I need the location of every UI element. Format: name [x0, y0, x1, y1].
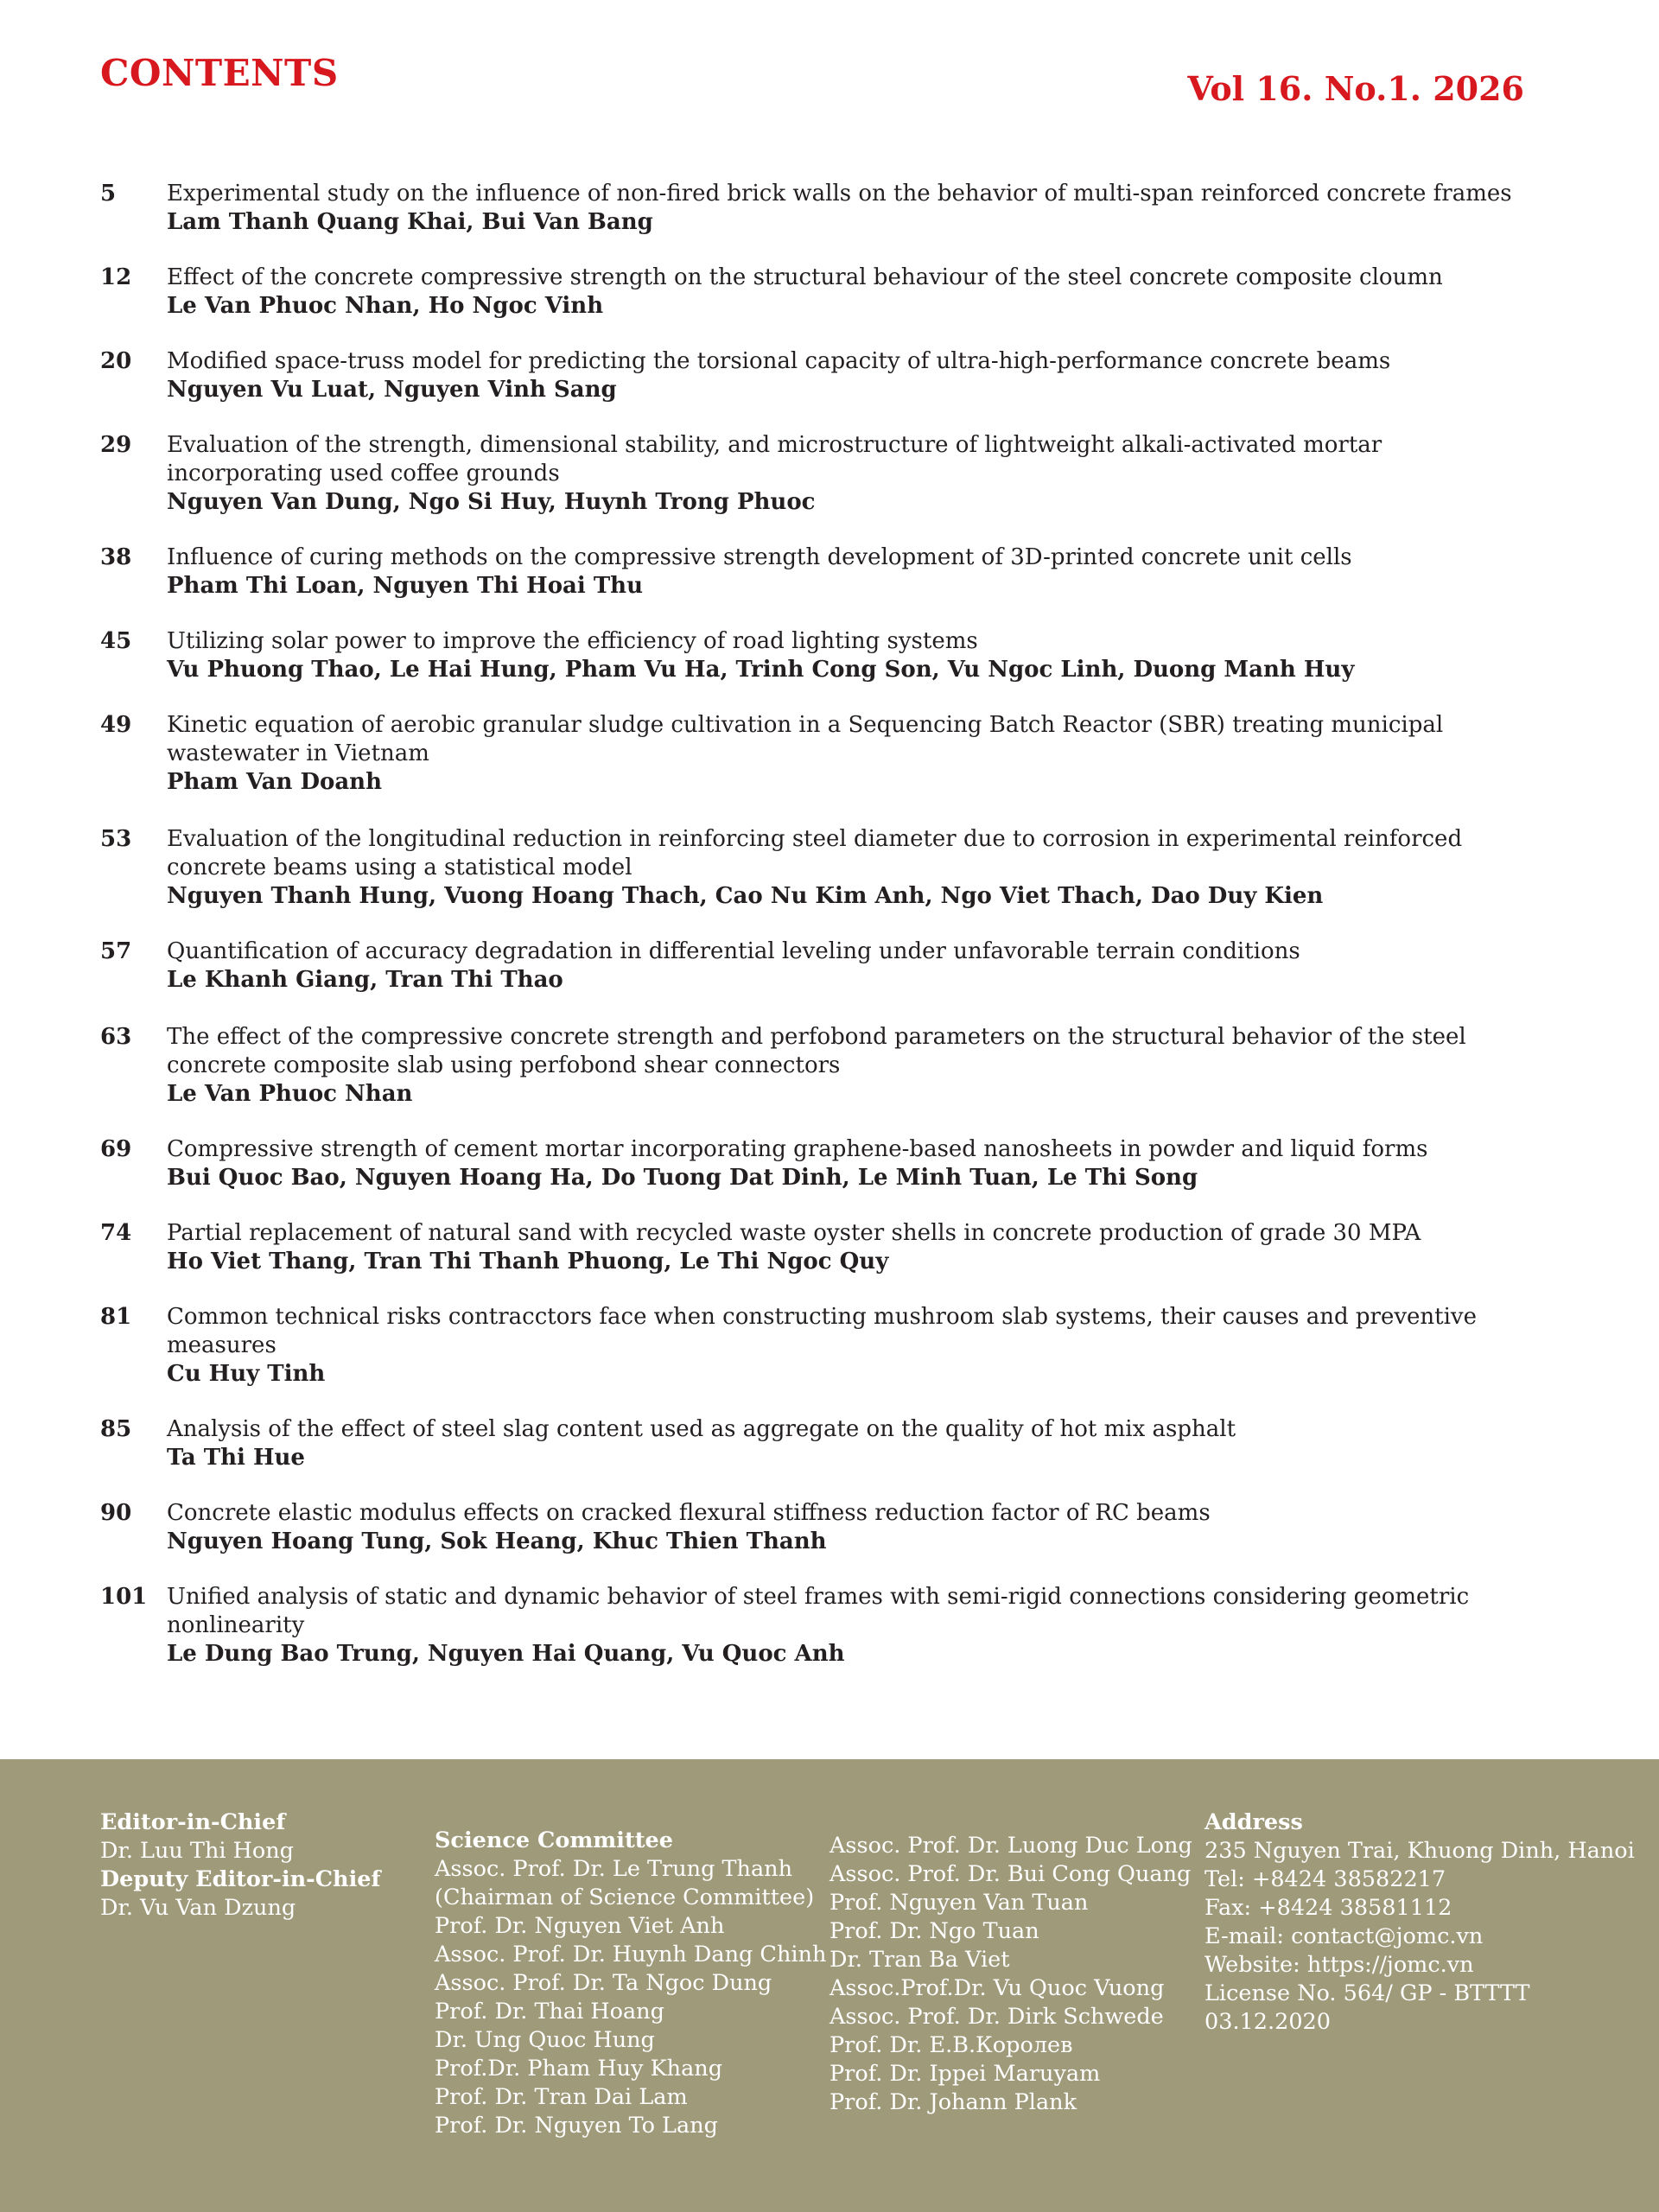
article-authors: Ta Thi Hue [167, 1445, 305, 1471]
telephone: Tel: +8424 38582217 [1205, 1866, 1446, 1892]
toc-page-number: 29 [100, 432, 132, 458]
toc-entry-body [167, 627, 1535, 684]
toc-entry-body [167, 543, 1535, 601]
committee-member: Prof.Dr. Pham Huy Khang [435, 2056, 723, 2082]
table-of-contents [100, 180, 1535, 1695]
email: E-mail: contact@jomc.vn [1205, 1923, 1484, 1949]
toc-entry [100, 1583, 1535, 1669]
license-date: 03.12.2020 [1205, 2009, 1332, 2035]
article-authors: Pham Van Doanh [167, 769, 382, 795]
toc-entry-body [167, 1415, 1535, 1472]
masthead-footer [0, 1759, 1659, 2212]
toc-entry-body [167, 938, 1535, 995]
deputy-editor-label: Deputy Editor-in-Chief [100, 1866, 381, 1892]
article-authors: Nguyen Thanh Hung, Vuong Hoang Thach, Cao Nu Kim Anh, Ngo Viet Thach, Dao Duy Kien [167, 883, 1324, 909]
toc-entry-body [167, 347, 1535, 404]
toc-entry-body [167, 1219, 1535, 1276]
committee-member: Prof. Dr. Nguyen To Lang [435, 2113, 718, 2139]
toc-entry [100, 180, 1535, 237]
article-authors: Nguyen Van Dung, Ngo Si Huy, Huynh Trong Phuoc [167, 489, 816, 515]
science-committee-column [435, 1827, 826, 2140]
article-authors: Vu Phuong Thao, Le Hai Hung, Pham Vu Ha, Trinh Cong Son, Vu Ngoc Linh, Duong Manh Huy [167, 657, 1355, 683]
address-column [1205, 1808, 1635, 2037]
committee-member: Prof. Dr. Tran Dai Lam [435, 2084, 688, 2110]
toc-entry [100, 1415, 1535, 1472]
committee-member: Assoc. Prof. Dr. Le Trung Thanh [435, 1856, 793, 1882]
toc-entry-body [167, 431, 1535, 517]
committee-member: Prof. Dr. Thai Hoang [435, 1999, 664, 2024]
toc-entry [100, 347, 1535, 404]
committee-member: Assoc. Prof. Dr. Huynh Dang Chinh [435, 1942, 827, 1967]
toc-page-number: 49 [100, 712, 132, 738]
toc-page-number: 38 [100, 544, 132, 570]
article-authors: Nguyen Hoang Tung, Sok Heang, Khuc Thien Thanh [167, 1529, 827, 1554]
science-committee-column-2 [830, 1832, 1192, 2117]
toc-page-number: 81 [100, 1304, 132, 1330]
article-title: Experimental study on the influence of non-fired brick walls on the behavior of multi-span reinforced concrete frames [167, 181, 1512, 207]
toc-entry-body [167, 1583, 1535, 1669]
committee-member: Prof. Dr. Johann Plank [830, 2089, 1077, 2115]
toc-entry [100, 825, 1535, 911]
website: Website: https://jomc.vn [1205, 1952, 1474, 1978]
street-address: 235 Nguyen Trai, Khuong Dinh, Hanoi [1205, 1838, 1635, 1864]
contents-heading: CONTENTS [100, 52, 339, 94]
toc-page-number: 63 [100, 1024, 132, 1050]
committee-member: Dr. Ung Quoc Hung [435, 2027, 655, 2053]
toc-entry [100, 1135, 1535, 1192]
article-authors: Ho Viet Thang, Tran Thi Thanh Phuong, Le Thi Ngoc Quy [167, 1249, 889, 1274]
committee-member: Prof. Dr. Ngo Tuan [830, 1918, 1039, 1944]
article-title: Evaluation of the strength, dimensional stability, and microstructure of lightweight alkali-activated mortar incorporating used coffee grounds [167, 432, 1382, 486]
toc-entry-body [167, 825, 1535, 911]
toc-page-number: 74 [100, 1220, 132, 1246]
editor-in-chief-name: Dr. Luu Thi Hong [100, 1838, 294, 1864]
license-number: License No. 564/ GP - BTTTT [1205, 1980, 1530, 2006]
article-title: Evaluation of the longitudinal reduction in reinforcing steel diameter due to corrosion in experimental reinforced concrete beams using a statistical model [167, 826, 1463, 880]
toc-entry [100, 1023, 1535, 1109]
article-title: Unified analysis of static and dynamic behavior of steel frames with semi-rigid connections considering geometric nonlinearity [167, 1584, 1470, 1638]
editor-in-chief-label: Editor-in-Chief [100, 1809, 286, 1835]
toc-entry [100, 1303, 1535, 1389]
article-title: Quantification of accuracy degradation in differential leveling under unfavorable terrain conditions [167, 938, 1300, 964]
toc-entry-body [167, 1303, 1535, 1389]
article-title: Compressive strength of cement mortar incorporating graphene-based nanosheets in powder and liquid forms [167, 1136, 1428, 1162]
article-title: Common technical risks contracctors face when constructing mushroom slab systems, their causes and preventive measures [167, 1304, 1477, 1358]
committee-member: Prof. Dr. E.B.Королев [830, 2032, 1073, 2058]
toc-page-number: 12 [100, 264, 132, 290]
fax: Fax: +8424 38581112 [1205, 1895, 1452, 1921]
science-committee-label: Science Committee [435, 1827, 673, 1853]
editors-column [100, 1808, 380, 1923]
article-authors: Le Khanh Giang, Tran Thi Thao [167, 967, 563, 993]
toc-entry-body [167, 711, 1535, 797]
committee-member: Prof. Dr. Ippei Maruyam [830, 2061, 1101, 2087]
committee-member: (Chairman of Science Committee) [435, 1885, 815, 1910]
article-title: Concrete elastic modulus effects on cracked flexural stiffness reduction factor of RC beams [167, 1500, 1211, 1526]
committee-member: Assoc. Prof. Dr. Bui Cong Quang [830, 1861, 1192, 1887]
committee-member: Dr. Tran Ba Viet [830, 1947, 1010, 1973]
article-authors: Bui Quoc Bao, Nguyen Hoang Ha, Do Tuong Dat Dinh, Le Minh Tuan, Le Thi Song [167, 1165, 1198, 1191]
committee-member: Prof. Dr. Nguyen Viet Anh [435, 1913, 725, 1939]
committee-member: Assoc.Prof.Dr. Vu Quoc Vuong [830, 1975, 1165, 2001]
article-title: Analysis of the effect of steel slag content used as aggregate on the quality of hot mix asphalt [167, 1416, 1236, 1442]
toc-page-number: 69 [100, 1136, 132, 1162]
toc-entry [100, 431, 1535, 517]
article-authors: Pham Thi Loan, Nguyen Thi Hoai Thu [167, 573, 643, 599]
address-label: Address [1205, 1809, 1303, 1835]
committee-member: Assoc. Prof. Dr. Luong Duc Long [830, 1833, 1192, 1859]
toc-entry [100, 1499, 1535, 1556]
committee-member: Prof. Nguyen Van Tuan [830, 1890, 1089, 1916]
article-authors: Nguyen Vu Luat, Nguyen Vinh Sang [167, 377, 617, 403]
committee-member: Assoc. Prof. Dr. Dirk Schwede [830, 2004, 1164, 2030]
article-title: Kinetic equation of aerobic granular sludge cultivation in a Sequencing Batch Reactor (SBR) treating municipal wastewater in Vietnam [167, 712, 1444, 766]
article-title: The effect of the compressive concrete strength and perfobond parameters on the structural behavior of the steel concrete composite slab using perfobond shear connectors [167, 1024, 1466, 1078]
toc-entry [100, 264, 1535, 321]
toc-entry [100, 1219, 1535, 1276]
toc-page-number: 101 [100, 1584, 148, 1610]
article-authors: Lam Thanh Quang Khai, Bui Van Bang [167, 209, 653, 235]
toc-entry-body [167, 1135, 1535, 1192]
article-title: Utilizing solar power to improve the efficiency of road lighting systems [167, 628, 978, 654]
article-title: Influence of curing methods on the compressive strength development of 3D-printed concrete unit cells [167, 544, 1352, 570]
article-title: Partial replacement of natural sand with recycled waste oyster shells in concrete production of grade 30 MPA [167, 1220, 1421, 1246]
toc-entry [100, 711, 1535, 797]
toc-page-number: 57 [100, 938, 132, 964]
toc-entry-body [167, 264, 1535, 321]
toc-page-number: 53 [100, 826, 132, 852]
toc-entry [100, 938, 1535, 995]
toc-entry [100, 627, 1535, 684]
toc-page-number: 90 [100, 1500, 132, 1526]
article-authors: Le Van Phuoc Nhan [167, 1081, 413, 1107]
article-authors: Le Van Phuoc Nhan, Ho Ngoc Vinh [167, 293, 604, 319]
article-title: Modified space-truss model for predicting the torsional capacity of ultra-high-performance concrete beams [167, 348, 1391, 374]
toc-entry-body [167, 1499, 1535, 1556]
volume-issue-label: Vol 16. No.1. 2026 [1187, 69, 1524, 108]
toc-entry-body [167, 180, 1535, 237]
toc-entry [100, 543, 1535, 601]
article-authors: Le Dung Bao Trung, Nguyen Hai Quang, Vu Quoc Anh [167, 1641, 845, 1667]
committee-member: Assoc. Prof. Dr. Ta Ngoc Dung [435, 1970, 772, 1996]
article-authors: Cu Huy Tinh [167, 1361, 326, 1387]
toc-page-number: 20 [100, 348, 132, 374]
toc-page-number: 5 [100, 181, 117, 207]
toc-page-number: 85 [100, 1416, 132, 1442]
deputy-editor-name: Dr. Vu Van Dzung [100, 1895, 296, 1921]
article-title: Effect of the concrete compressive strength on the structural behaviour of the steel concrete composite cloumn [167, 264, 1443, 290]
toc-page-number: 45 [100, 628, 132, 654]
toc-entry-body [167, 1023, 1535, 1109]
